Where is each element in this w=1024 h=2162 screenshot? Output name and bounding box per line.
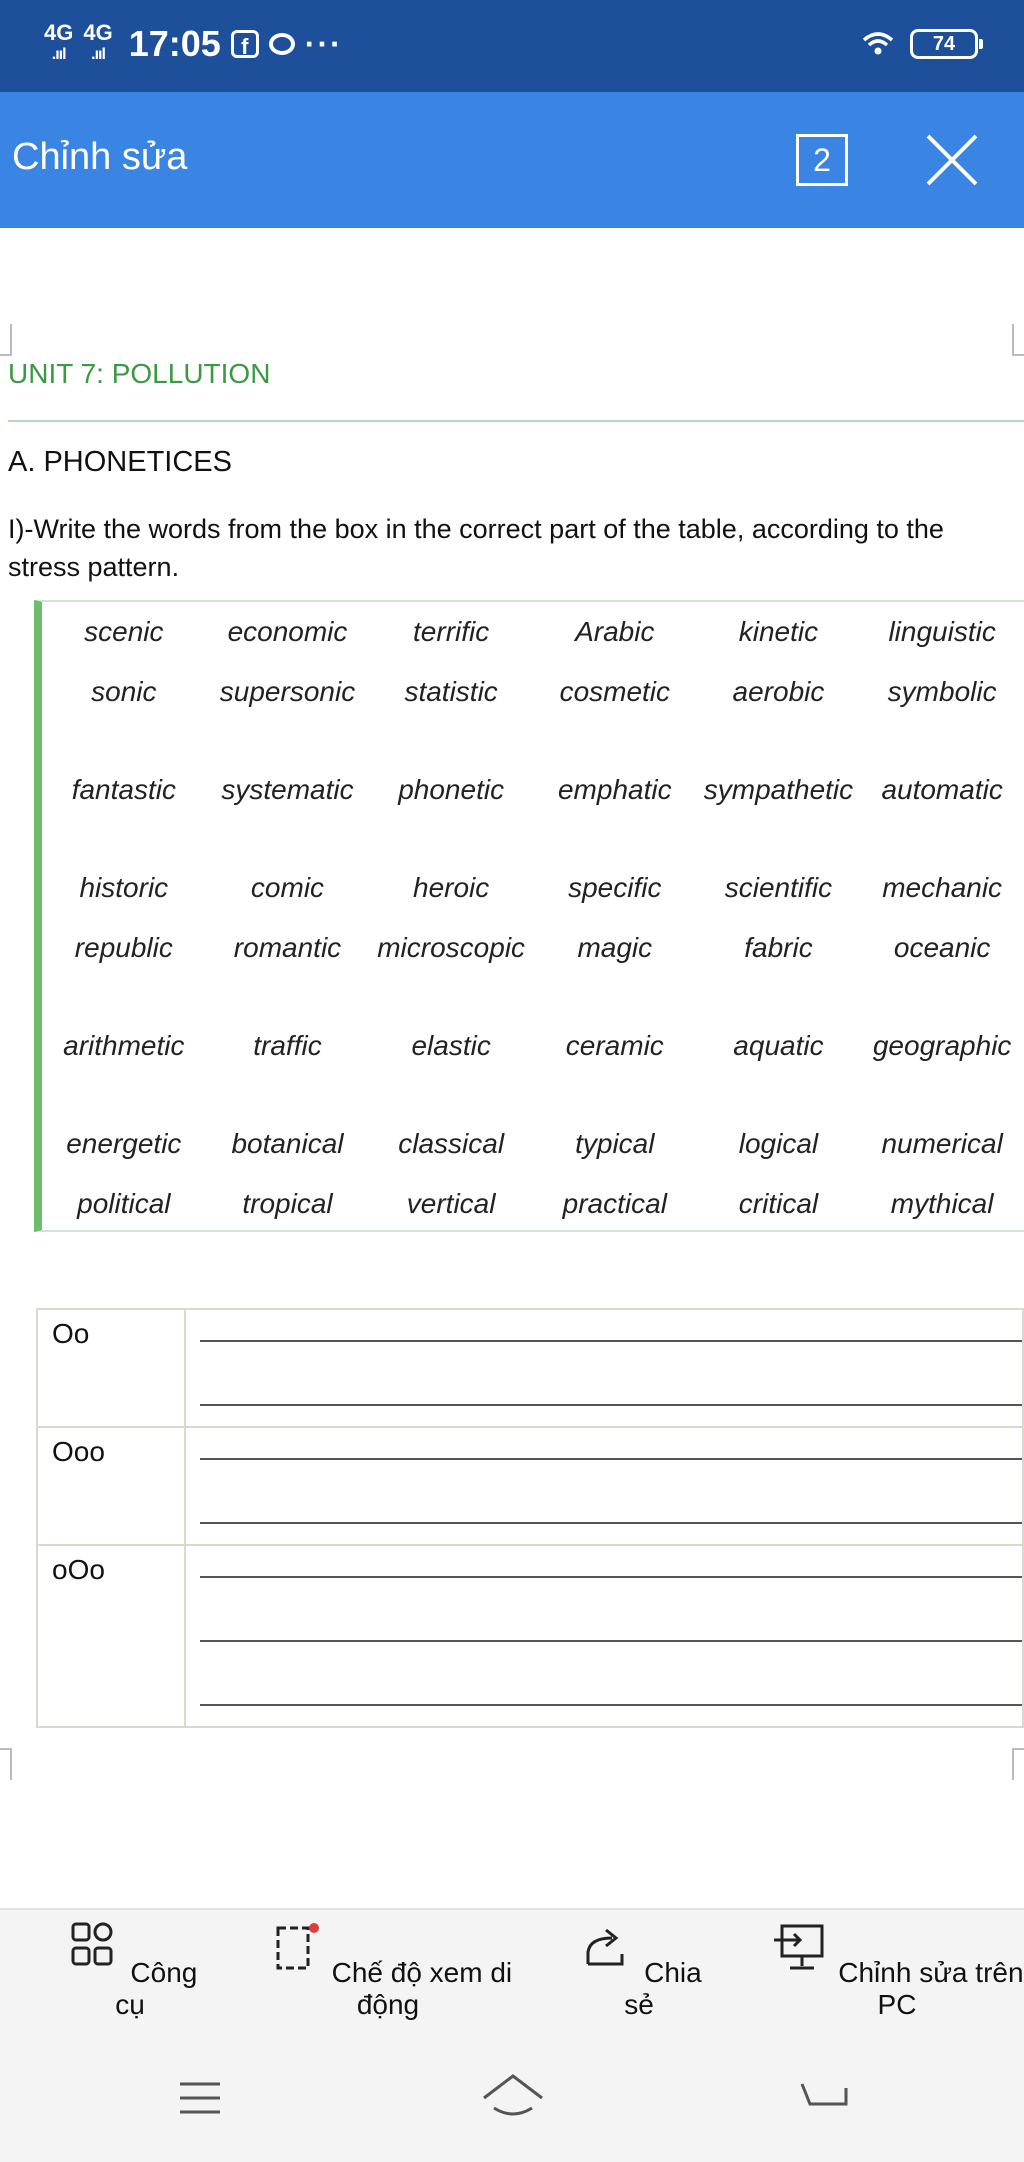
back-icon[interactable] [796, 2074, 852, 2118]
word-cell [206, 760, 370, 858]
stress-pattern-label: oOo [37, 1545, 185, 1727]
word-text: linguistic [888, 616, 996, 647]
word-text: oceanic [893, 932, 991, 963]
word-text: sonic [91, 676, 157, 707]
word-cell [533, 858, 697, 918]
mobile-view-button[interactable] [248, 1920, 528, 2021]
answer-line [200, 1458, 1022, 1460]
page-count-button[interactable]: 2 [796, 134, 848, 186]
word-text: geographic [872, 1030, 1012, 1061]
word-text: republic [74, 932, 173, 963]
word-box [34, 600, 1024, 1232]
word-cell [697, 602, 861, 662]
word-text: scientific [724, 872, 833, 903]
word-row [42, 602, 1024, 662]
answer-area[interactable] [185, 1545, 1023, 1727]
word-cell [533, 918, 697, 1016]
stress-pattern-row [37, 1545, 1023, 1727]
share-button[interactable] [574, 1920, 704, 2021]
word-cell [369, 602, 533, 662]
word-row [42, 1174, 1024, 1234]
word-cell [42, 602, 206, 662]
answer-area[interactable] [185, 1427, 1023, 1545]
word-text: scenic [84, 616, 164, 647]
home-icon[interactable] [478, 2070, 548, 2122]
word-cell [369, 1016, 533, 1114]
word-text: Arabic [575, 616, 655, 647]
word-cell [860, 662, 1024, 760]
tools-button[interactable] [60, 1920, 200, 2021]
word-text: logical [738, 1128, 819, 1159]
word-text: automatic [881, 774, 1003, 805]
word-cell [369, 1114, 533, 1174]
section-heading: A. PHONETICES [8, 446, 232, 478]
word-text: microscopic [377, 932, 526, 963]
document-page [0, 228, 1024, 1908]
word-text: classical [398, 1128, 505, 1159]
word-text: systematic [221, 774, 354, 805]
word-cell [697, 918, 861, 1016]
battery-icon: 74 [910, 29, 978, 59]
word-cell [860, 1114, 1024, 1174]
page-corner-mark [1012, 1748, 1024, 1780]
answer-line [200, 1704, 1022, 1706]
word-text: heroic [413, 872, 490, 903]
word-cell [42, 662, 206, 760]
word-text: romantic [233, 932, 342, 963]
network-type-1: 4G [44, 20, 74, 45]
word-text: ceramic [565, 1030, 664, 1061]
answer-line [200, 1522, 1022, 1524]
word-row [42, 1114, 1024, 1174]
word-row [42, 1016, 1024, 1114]
word-cell [369, 1174, 533, 1234]
word-text: practical [562, 1188, 667, 1219]
mobile-view-icon [264, 1920, 324, 1976]
edit-on-pc-icon [770, 1920, 830, 1976]
word-text: sympathetic [703, 774, 854, 805]
word-text: numerical [881, 1128, 1003, 1159]
answer-area[interactable] [185, 1309, 1023, 1427]
word-text: specific [568, 872, 662, 903]
menu-icon[interactable] [176, 2078, 224, 2118]
word-text: arithmetic [63, 1030, 185, 1061]
word-text: elastic [411, 1030, 491, 1061]
page-corner-mark [0, 1748, 12, 1780]
word-cell [697, 1114, 861, 1174]
word-cell [697, 858, 861, 918]
word-text: traffic [253, 1030, 322, 1061]
system-nav-bar [0, 2034, 1024, 2162]
word-text: comic [250, 872, 325, 903]
close-icon[interactable] [920, 128, 984, 192]
word-text: cosmetic [559, 676, 671, 707]
word-grid [42, 602, 1024, 1234]
app-bar [0, 92, 1024, 228]
heading-divider [8, 420, 1024, 422]
word-cell [206, 918, 370, 1016]
tools-icon [63, 1920, 123, 1976]
word-cell [533, 1016, 697, 1114]
word-cell [42, 858, 206, 918]
word-text: aerobic [732, 676, 825, 707]
word-cell [369, 918, 533, 1016]
stress-pattern-label: Oo [37, 1309, 185, 1427]
network-type-2: 4G [83, 20, 113, 45]
word-text: statistic [404, 676, 498, 707]
word-text: political [77, 1188, 171, 1219]
word-cell [533, 1114, 697, 1174]
word-cell [42, 1114, 206, 1174]
word-cell [697, 1174, 861, 1234]
word-text: vertical [406, 1188, 496, 1219]
word-cell [860, 918, 1024, 1016]
share-icon [576, 1920, 636, 1976]
word-text: economic [227, 616, 348, 647]
messenger-icon [269, 33, 295, 55]
word-text: energetic [66, 1128, 182, 1159]
page-title: Chỉnh sửa [12, 136, 188, 178]
word-text: magic [577, 932, 653, 963]
word-cell [206, 1174, 370, 1234]
word-cell [42, 1016, 206, 1114]
word-cell [697, 662, 861, 760]
more-notifications-icon: ··· [304, 25, 343, 62]
word-cell [206, 1114, 370, 1174]
stress-pattern-row [37, 1309, 1023, 1427]
unit-heading: UNIT 7: POLLUTION [8, 358, 271, 389]
word-text: aquatic [733, 1030, 824, 1061]
stress-pattern-row [37, 1427, 1023, 1545]
page-corner-mark [0, 324, 12, 356]
share-label: Chia sẻ [624, 1957, 702, 2020]
stress-pattern-table [36, 1308, 1024, 1728]
page-corner-mark [1012, 324, 1024, 356]
word-cell [860, 1016, 1024, 1114]
answer-line [200, 1404, 1022, 1406]
word-row [42, 760, 1024, 858]
word-text: emphatic [557, 774, 672, 805]
word-cell [206, 602, 370, 662]
word-text: symbolic [887, 676, 997, 707]
word-cell [860, 1174, 1024, 1234]
bottom-toolbar [0, 1908, 1024, 2036]
word-cell [206, 858, 370, 918]
word-row [42, 918, 1024, 1016]
word-text: tropical [242, 1188, 333, 1219]
signal-icon-1: 4G .ııl [44, 20, 74, 63]
answer-line [200, 1640, 1022, 1642]
word-cell [42, 760, 206, 858]
word-cell [42, 1174, 206, 1234]
word-cell [533, 760, 697, 858]
word-cell [860, 760, 1024, 858]
word-text: critical [738, 1188, 819, 1219]
word-text: typical [575, 1128, 655, 1159]
word-cell [369, 858, 533, 918]
word-cell [206, 1016, 370, 1114]
signal-icon-2: 4G .ııl [83, 20, 113, 63]
word-cell [533, 662, 697, 760]
word-cell [697, 1016, 861, 1114]
word-row [42, 858, 1024, 918]
word-cell [206, 662, 370, 760]
mobile-view-label: Chế độ xem di động [331, 1957, 513, 2020]
answer-line [200, 1576, 1022, 1578]
word-text: botanical [231, 1128, 344, 1159]
stress-pattern-label: Ooo [37, 1427, 185, 1545]
wifi-icon [860, 26, 896, 62]
word-cell [42, 918, 206, 1016]
word-text: supersonic [219, 676, 356, 707]
word-cell [860, 602, 1024, 662]
word-text: fantastic [71, 774, 176, 805]
word-text: mythical [890, 1188, 994, 1219]
word-text: terrific [413, 616, 490, 647]
clock: 17:05 [128, 23, 221, 64]
instruction-text: I)-Write the words from the box in the correct part of the table, according to the stress pattern. [8, 514, 944, 582]
edit-on-pc-label: Chỉnh sửa trên PC [838, 1957, 1024, 2020]
word-cell [533, 1174, 697, 1234]
word-text: historic [79, 872, 169, 903]
word-text: mechanic [882, 872, 1003, 903]
word-cell [860, 858, 1024, 918]
word-text: kinetic [738, 616, 819, 647]
status-bar [0, 0, 1024, 92]
word-cell [369, 662, 533, 760]
edit-on-pc-button[interactable] [770, 1920, 1024, 2021]
answer-line [200, 1340, 1022, 1342]
word-row [42, 662, 1024, 760]
word-text: fabric [744, 932, 813, 963]
tools-label: Công cụ [115, 1957, 198, 2020]
word-text: phonetic [398, 774, 505, 805]
facebook-icon: f [231, 30, 259, 58]
word-cell [697, 760, 861, 858]
word-cell [369, 760, 533, 858]
word-cell [533, 602, 697, 662]
